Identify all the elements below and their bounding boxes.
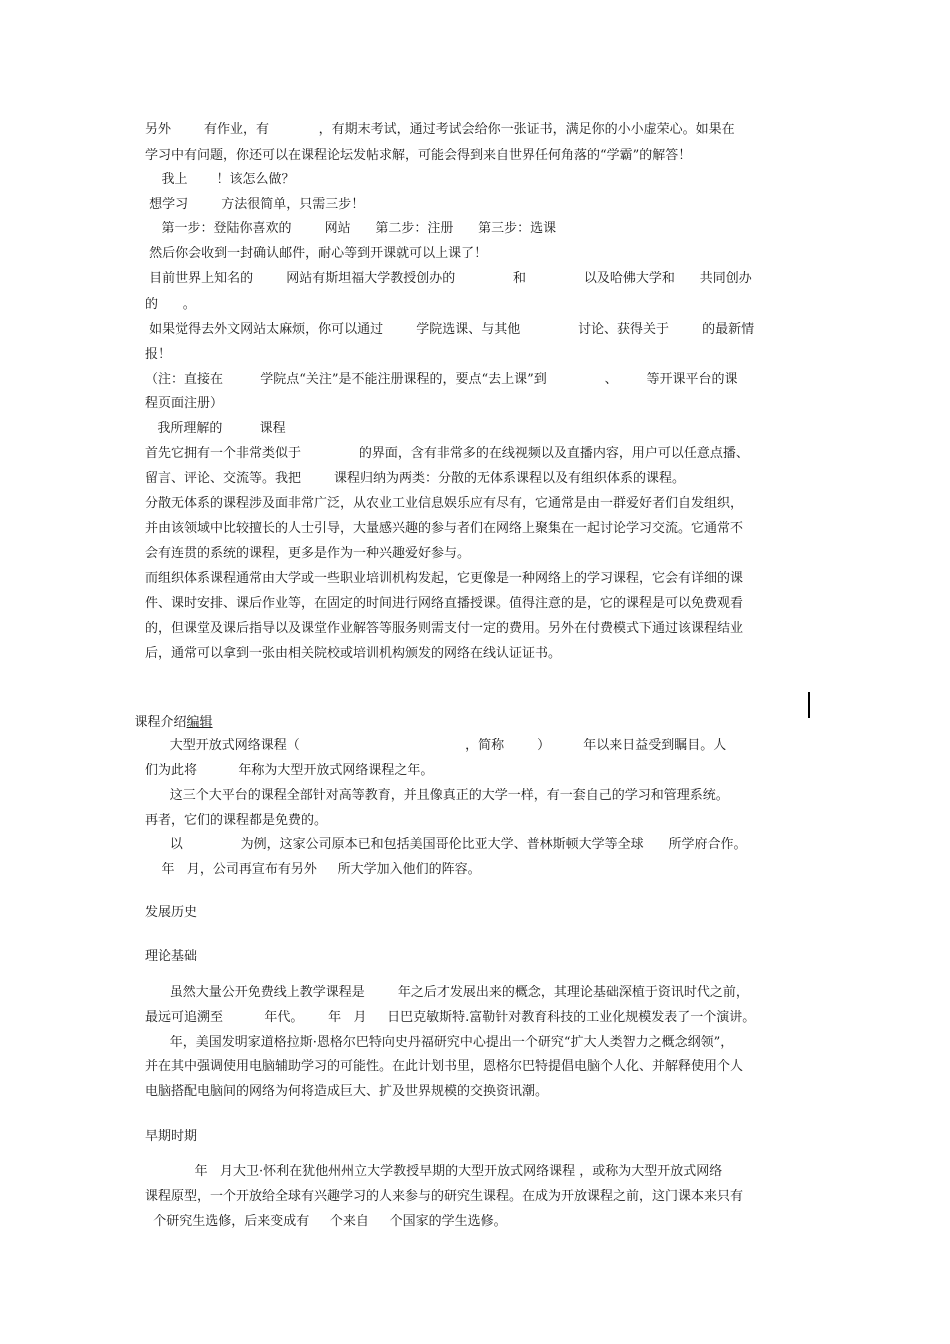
paragraph-line: 留言、评论、交流等。我把 课程归纳为两类：分散的无体系课程以及有组织体系的课程。 (145, 471, 686, 486)
paragraph-line: 学习中有问题，你还可以在课程论坛发帖求解，可能会得到来自世界任何角落的“学霸”的解答！ (145, 148, 692, 163)
paragraph-line: 分散无体系的课程涉及面非常广泛，从农业工业信息娱乐应有尽有，它通常是由一群爱好者们自发组织， (145, 496, 744, 511)
paragraph-line: 再者，它们的课程都是免费的。 (145, 813, 328, 828)
paragraph-line: 目前世界上知名的 网站有斯坦福大学教授创办的 和 以及哈佛大学和 共同创办 (145, 271, 752, 286)
paragraph-line: 会有连贯的系统的课程，更多是作为一种兴趣爱好参与。 (145, 546, 471, 561)
paragraph-line: 电脑搭配电脑间的网络为何将造成巨大、扩及世界规模的交换资讯潮。 (145, 1084, 549, 1099)
paragraph-line: 如果觉得去外文网站太麻烦，你可以通过 学院选课、与其他 讨论、获得关于 的最新情 (145, 322, 755, 337)
paragraph-line: （注：直接在 学院点“关注”是不能注册课程的，要点“去上课”到 、 等开课平台的课 (145, 372, 738, 387)
paragraph-line: 大型开放式网络课程（ ，简称 ） 年以来日益受到瞩目。人 (145, 738, 727, 753)
paragraph-line: 我上 ！该怎么做？ (145, 172, 295, 187)
history-heading: 发展历史 (145, 905, 198, 920)
paragraph-line: 并由该领域中比较擅长的人士引导，大量感兴趣的参与者们在网络上聚集在一起讨论学习交流。它通常不 (145, 521, 744, 536)
paragraph-line: 而组织体系课程通常由大学或一些职业培训机构发起，它更像是一种网络上的学习课程，它会有详细的课 (145, 571, 744, 586)
paragraph-line: 这三个大平台的课程全部针对高等教育，并且像真正的大学一样，有一套自己的学习和管理系统。 (145, 788, 729, 803)
paragraph-line: 以 为例，这家公司原本已和包括美国哥伦比亚大学、普林斯顿大学等全球 所学府合作。 (145, 837, 747, 852)
paragraph-line: 课程原型，一个开放给全球有兴趣学习的人来参与的研究生课程。在成为开放课程之前，这门课本来只有 (145, 1189, 744, 1204)
edit-link[interactable]: 编辑 (186, 715, 213, 730)
section-title: 课程介绍 (134, 715, 187, 730)
paragraph-line: 想学习 方法很简单，只需三步！ (145, 197, 365, 212)
paragraph-line: 虽然大量公开免费线上教学课程是 年之后才发展出来的概念，其理论基础深植于资讯时代之前， (145, 985, 749, 1000)
theory-heading: 理论基础 (145, 949, 198, 964)
text-cursor (808, 692, 810, 718)
paragraph-line: 并在其中强调使用电脑辅助学习的可能性。在此计划书里，恩格尔巴特提倡电脑个人化、并解释使用个人 (145, 1059, 744, 1074)
paragraph-line: 报！ (145, 347, 172, 362)
paragraph-line: 年，美国发明家道格拉斯·恩格尔巴特向史丹福研究中心提出一个研究“扩大人类智力之概念纲领”， (145, 1035, 734, 1050)
paragraph-line: 们为此将 年称为大型开放式网络课程之年。 (145, 763, 434, 778)
paragraph-line: 我所理解的 课程 (145, 421, 286, 436)
paragraph-line: 个研究生选修，后来变成有 个来自 个国家的学生选修。 (145, 1214, 507, 1229)
paragraph-line: 的 。 (145, 297, 196, 312)
early-heading: 早期时期 (145, 1129, 198, 1144)
paragraph-line: 年 月大卫·怀利在犹他州州立大学教授早期的大型开放式网络课程 ，或称为大型开放式网络 (145, 1164, 723, 1179)
paragraph-line: 件、课时安排、课后作业等，在固定的时间进行网络直播授课。值得注意的是，它的课程是可以免费观看 (145, 596, 744, 611)
paragraph-line: 的，但课堂及课后指导以及课堂作业解答等服务则需支付一定的费用。另外在付费模式下通过该课程结业 (145, 621, 744, 636)
paragraph-line: 第一步：登陆你喜欢的 网站 第二步：注册 第三步：选课 (145, 221, 557, 236)
paragraph-line: 另外 有作业，有 ，有期末考试，通过考试会给你一张证书，满足你的小小虚荣心。如果在 (145, 122, 735, 137)
paragraph-line: 后，通常可以拿到一张由相关院校或培训机构颁发的网络在线认证证书。 (145, 646, 562, 661)
paragraph-line: 然后你会收到一封确认邮件，耐心等到开课就可以上课了！ (145, 246, 488, 261)
paragraph-line: 年 月，公司再宣布有另外 所大学加入他们的阵容。 (145, 862, 481, 877)
paragraph-line: 最远可追溯至 年代。 年 月 日巴克敏斯特.富勒针对教育科技的工业化规模发表了一个演讲。 (145, 1010, 756, 1025)
paragraph-line: 程页面注册） (145, 396, 224, 411)
paragraph-line: 首先它拥有一个非常类似于 的界面，含有非常多的在线视频以及直播内容，用户可以任意点播、 (145, 446, 749, 461)
